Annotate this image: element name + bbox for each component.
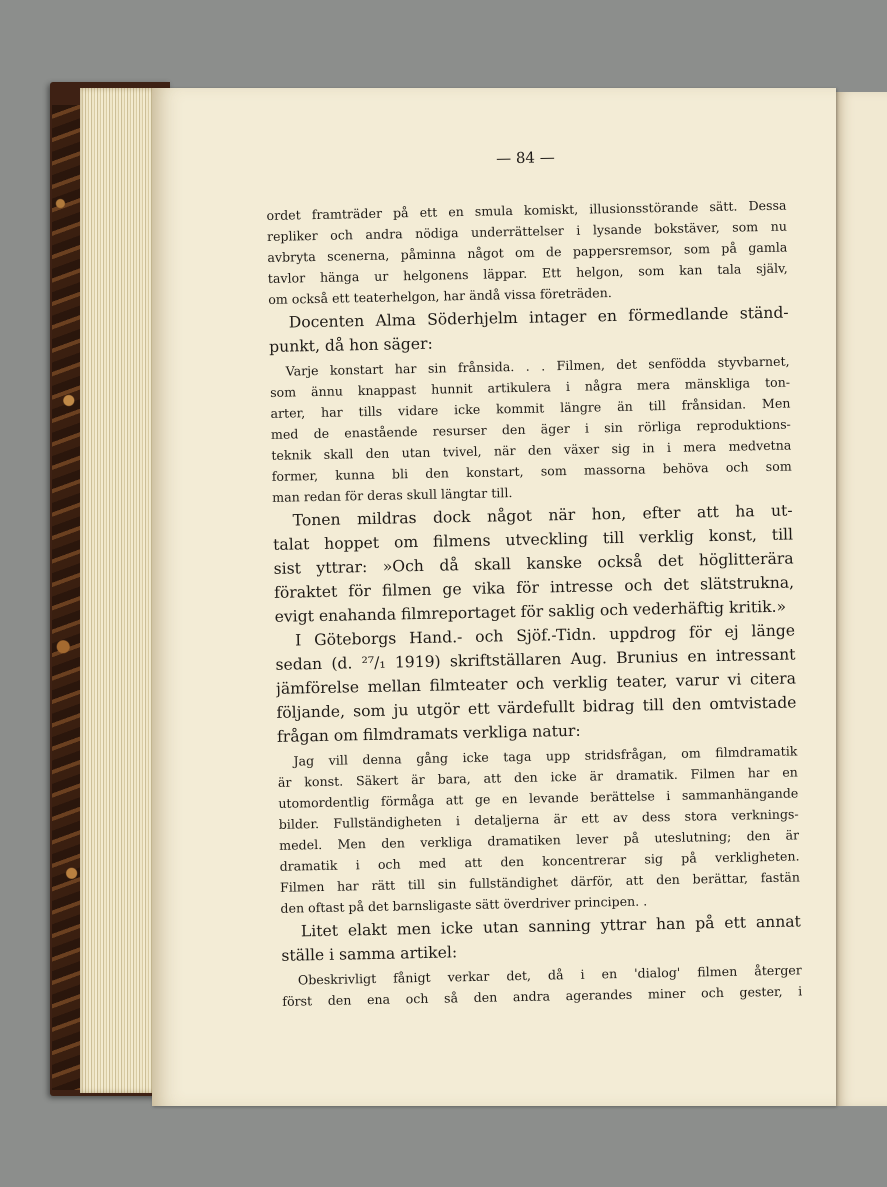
text-line: den oftast på det barnsligaste sätt överdriver principen. . — [280, 893, 648, 916]
text-line: dramatik i och med att den koncentrerar sig på verkligheten. — [279, 848, 800, 874]
text-line: avbryta scenerna, påminna något om de pappersremsor, som på gamla — [267, 239, 788, 265]
text-line: först den ena och så den andra agerandes miner och gester, i — [282, 983, 803, 1009]
text-line: med de enastående resurser den äger i sin rörliga reproduktions- — [270, 416, 791, 442]
text-line: är konst. Säkert är bara, att den icke är dramatik. Filmen har en — [277, 764, 798, 790]
text-line: Varje konstart har sin frånsida. . . Filmen, det senfödda styvbarnet, — [285, 353, 790, 379]
text-line: Docenten Alma Söderhjelm intager en förmedlande ständ- — [288, 303, 789, 332]
text-line: I Göteborgs Hand.- och Sjöf.-Tidn. uppdrog för ej länge — [294, 621, 796, 650]
text-line: repliker och andra nödiga underrättelser i lysande bokstäver, som nu — [266, 218, 788, 244]
text-line: som ännu knappast hunnit artikulera i några mera mänskliga ton- — [269, 374, 791, 400]
text-line: tavlor hänga ur helgonens läppar. Ett helgon, som kan tala själv, — [267, 260, 788, 286]
text-line: medel. Men den verkliga dramatiken lever på uteslutning; den är — [279, 827, 800, 853]
text-line: Litet elakt men icke utan sanning yttrar han på ett annat — [300, 912, 802, 941]
text-line: sist yttrar: »Och då skall kanske också det höglitterära — [273, 549, 794, 578]
text-line: ordet framträder på ett en smula komiskt, illusionsstörande sätt. Dessa — [266, 197, 787, 223]
text-line: punkt, då hon säger: — [269, 334, 433, 356]
text-line: om också ett teaterhelgon, har ändå vissa företräden. — [268, 285, 612, 307]
marbled-endpaper — [52, 105, 80, 1090]
page-text — [264, 78, 803, 1009]
facing-page-edge — [836, 92, 887, 1106]
text-line: arter, har tills vidare icke kommit längre än till frånsidan. Men — [270, 395, 791, 421]
text-line: evigt enahanda filmreportaget för saklig och vederhäftig kritik.» — [274, 597, 787, 626]
text-line: Obeskrivligt fånigt verkar det, då i en 'dialog' filmen återger — [297, 962, 802, 988]
text-line: ställe i samma artikel: — [281, 943, 458, 965]
text-line: teknik skall den utan tvivel, när den växer sig in i mera medvetna — [271, 437, 792, 463]
text-line: talat hoppet om filmens utveckling till verklig konst, till — [272, 525, 794, 554]
text-line: följande, som ju utgör ett värdefullt bidrag till den omtvistade — [276, 693, 797, 722]
page-number: — 84 — — [495, 148, 555, 168]
text-line: man redan för deras skull längtar till. — [272, 485, 513, 505]
text-line: föraktet för filmen ge vika för intresse och det slätstrukna, — [273, 573, 795, 602]
text-line: Jag vill denna gång icke taga upp stridsfrågan, om filmdramatik — [293, 743, 798, 769]
text-line: utomordentlig förmåga att ge en levande berättelse i sammanhängande — [278, 785, 799, 811]
text-line: Filmen har rätt till sin fullständighet därför, att den berättar, fastän — [279, 869, 801, 895]
text-line: frågan om filmdramats verkliga natur: — [276, 721, 581, 746]
book-page — [152, 88, 836, 1106]
text-line: bilder. Fullständigheten i detaljerna är ett av dess stora verknings- — [278, 806, 799, 832]
text-line: Tonen mildras dock något när hon, efter att ha ut- — [292, 501, 793, 530]
text-line: former, kunna bli den konstart, som massorna behöva och som — [271, 458, 792, 484]
text-line: jämförelse mellan filmteater och verklig teater, varur vi citera — [275, 669, 797, 698]
text-line: sedan (d. ²⁷/₁ 1919) skriftställaren Aug. Brunius en intressant — [275, 645, 796, 674]
